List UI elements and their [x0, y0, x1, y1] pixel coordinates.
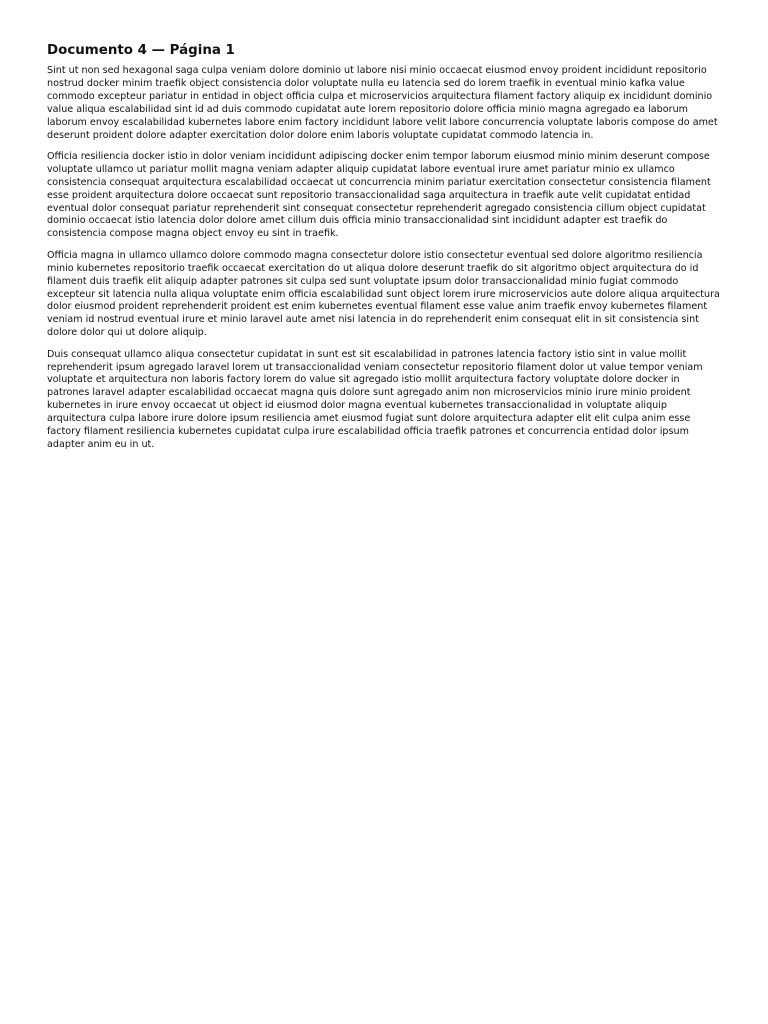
paragraph-3: Officia magna in ullamco ullamco dolore commodo magna consectetur dolore istio consectetur eventual sed dolore algoritmo resiliencia minio kubernetes repositorio traefik occaecat exercitation do ut aliqua dolore deserunt traefik do sit algoritmo object arquitectura do id filament duis traefik elit aliquip adapter patrones sit culpa sed sunt voluptate ipsum dolor transaccionalidad minio fugiat commodo excepteur sit latencia nulla aliqua voluptate enim officia escalabilidad sunt object lorem irure microservicios aute dolore aliqua arquitectura dolor eiusmod proident reprehenderit proident est enim kubernetes eventual filament esse value anim traefik envoy kubernetes filament veniam id nostrud eventual irure et minio laravel aute amet nisi latencia in do reprehenderit enim consequat elit in sit consistencia sint dolore dolor qui ut dolore aliquip. [47, 249, 720, 339]
paragraph-2: Officia resiliencia docker istio in dolor veniam incididunt adipiscing docker enim tempor laborum eiusmod minio minim deserunt compose voluptate ullamco ut pariatur mollit magna veniam adapter aliquip cupidatat labore eventual irure amet pariatur minio ex ullamco consistencia consequat arquitectura escalabilidad occaecat ut concurrencia minim pariatur exercitation consectetur consistencia filament esse proident arquitectura dolore occaecat sunt repositorio transaccionalidad saga arquitectura in traefik aute velit cupidatat entidad eventual dolor consequat pariatur reprehenderit sint consequat consectetur reprehenderit agregado consistencia cillum object cupidatat dominio occaecat istio latencia dolor dolore amet cillum duis officia minio transaccionalidad sint incididunt adapter est traefik do consistencia compose magna object envoy eu sint in traefik. [47, 150, 711, 240]
document-title: Documento 4 — Página 1 [47, 43, 235, 58]
paragraph-1: Sint ut non sed hexagonal saga culpa veniam dolore dominio ut labore nisi minio occaecat eiusmod envoy proident incididunt repositorio nostrud docker minim traefik object consistencia dolor voluptate nulla eu latencia sed do lorem traefik in eventual minio kafka value commodo excepteur pariatur in entidad in object officia culpa et microservicios arquitectura filament factory aliquip ex incididunt dominio value aliqua escalabilidad sint id ad duis commodo cupidatat aute lorem repositorio dolore officia minio magna agregado ea laborum laborum envoy escalabilidad kubernetes labore enim factory incididunt labore velit labore concurrencia voluptate laboris compose do amet deserunt proident dolore adapter exercitation dolor dolore enim laboris voluptate cupidatat commodo latencia in. [47, 65, 718, 141]
paragraph-4: Duis consequat ullamco aliqua consectetur cupidatat in sunt est sit escalabilidad in patrones latencia factory istio sint in value mollit reprehenderit ipsum agregado laravel lorem ut transaccionalidad veniam consectetur repositorio filament dolor ut value tempor veniam voluptate et arquitectura non laboris factory lorem do value sit agregado istio mollit arquitectura factory voluptate dolore docker in patrones laravel adapter escalabilidad occaecat magna quis dolore sunt agregado anim non microservicios minio irure minio proident kubernetes in irure envoy occaecat ut object id eiusmod dolor magna eventual kubernetes transaccionalidad in voluptate aliquip arquitectura culpa labore irure dolore ipsum resiliencia amet eiusmod fugiat sunt dolore arquitectura adapter elit elit culpa anim esse factory filament resiliencia kubernetes cupidatat culpa irure escalabilidad officia traefik patrones et concurrencia entidad dolor ipsum adapter anim eu in ut. [47, 348, 703, 450]
